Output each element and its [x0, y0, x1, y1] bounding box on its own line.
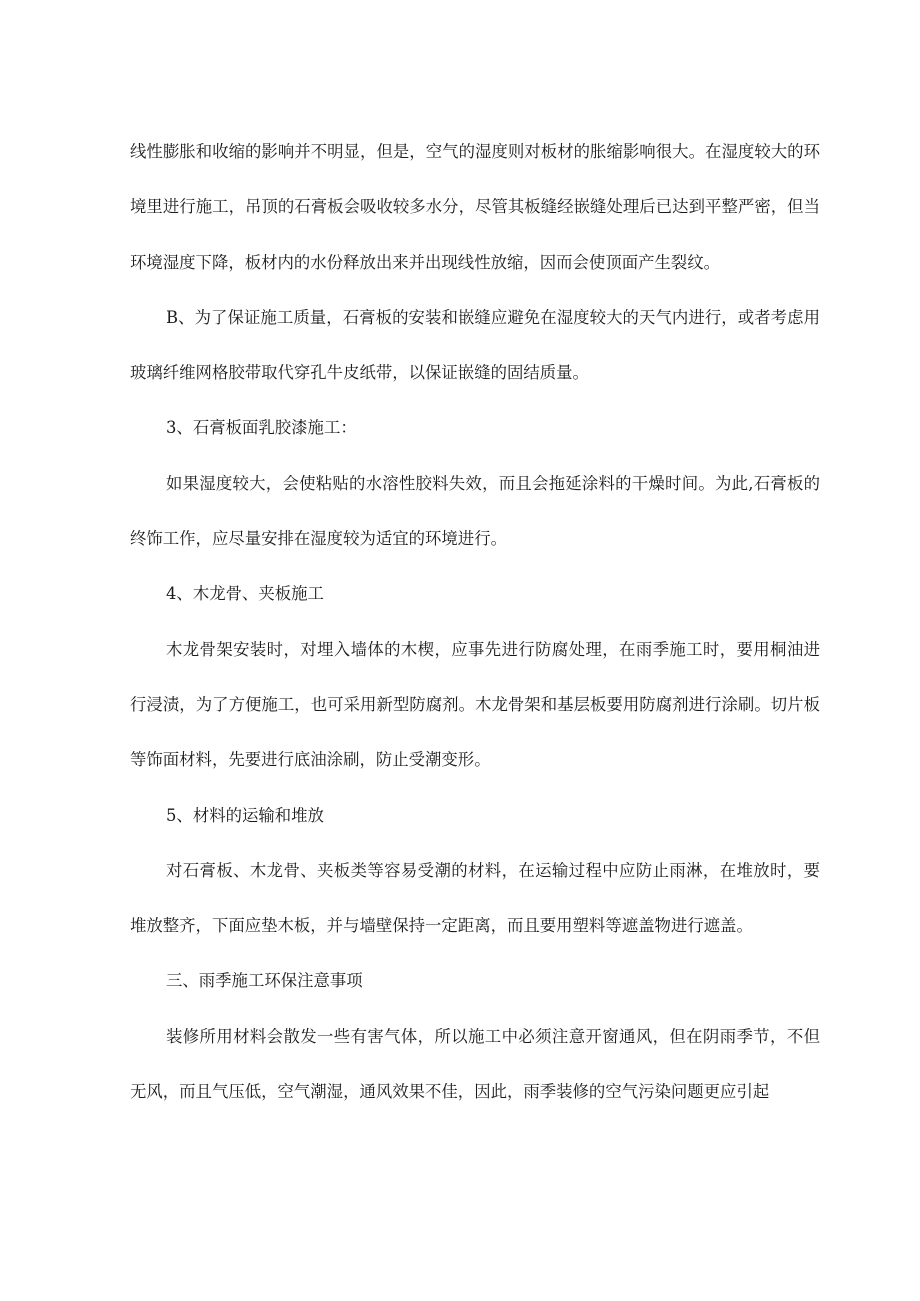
paragraph-latex-paint: 如果湿度较大，会使粘贴的水溶性胶料失效，而且会拖延涂料的干燥时间。为此,石膏板的终饰工作，应尽量安排在湿度较为适宜的环境进行。 — [130, 473, 820, 549]
paragraph-humidity-effect: 线性膨胀和收缩的影响并不明显，但是，空气的湿度则对板材的胀缩影响很大。在湿度较大的环境里进行施工，吊顶的石膏板会吸收较多水分，尽管其板缝经嵌缝处理后已达到平整严密，但当环境湿度下降，板材内的水份释放出来并出现线性放缩，因而会使顶面产生裂纹。 — [130, 142, 820, 272]
heading-gypsum-latex-paint: 3、石膏板面乳胶漆施工： — [166, 418, 357, 438]
heading-wood-keel-plywood: 4、木龙骨、夹板施工 — [166, 584, 324, 604]
paragraph-material-transport: 对石膏板、木龙骨、夹板类等容易受潮的材料，在运输过程中应防止雨淋，在堆放时，要堆放整齐，下面应垫木板，并与墙壁保持一定距离，而且要用塑料等遮盖物进行遮盖。 — [130, 860, 820, 936]
paragraph-ventilation: 装修所用材料会散发一些有害气体，所以施工中必须注意开窗通风，但在阴雨季节，不但无风，而且气压低，空气潮湿，通风效果不佳，因此，雨季装修的空气污染问题更应引起 — [130, 1026, 820, 1102]
document-body — [130, 124, 820, 1119]
heading-environmental-notes: 三、雨季施工环保注意事项 — [166, 971, 363, 991]
heading-material-transport: 5、材料的运输和堆放 — [166, 805, 324, 825]
paragraph-wood-keel: 木龙骨架安装时，对埋入墙体的木楔，应事先进行防腐处理，在雨季施工时，要用桐油进行浸渍，为了方便施工，也可采用新型防腐剂。木龙骨架和基层板要用防腐剂进行涂刷。切片板等饰面材料，先要进行底油涂刷，防止受潮变形。 — [130, 639, 820, 770]
paragraph-gypsum-installation: B、为了保证施工质量，石膏板的安装和嵌缝应避免在湿度较大的天气内进行，或者考虑用玻璃纤维网格胶带取代穿孔牛皮纸带，以保证嵌缝的固结质量。 — [130, 307, 820, 383]
